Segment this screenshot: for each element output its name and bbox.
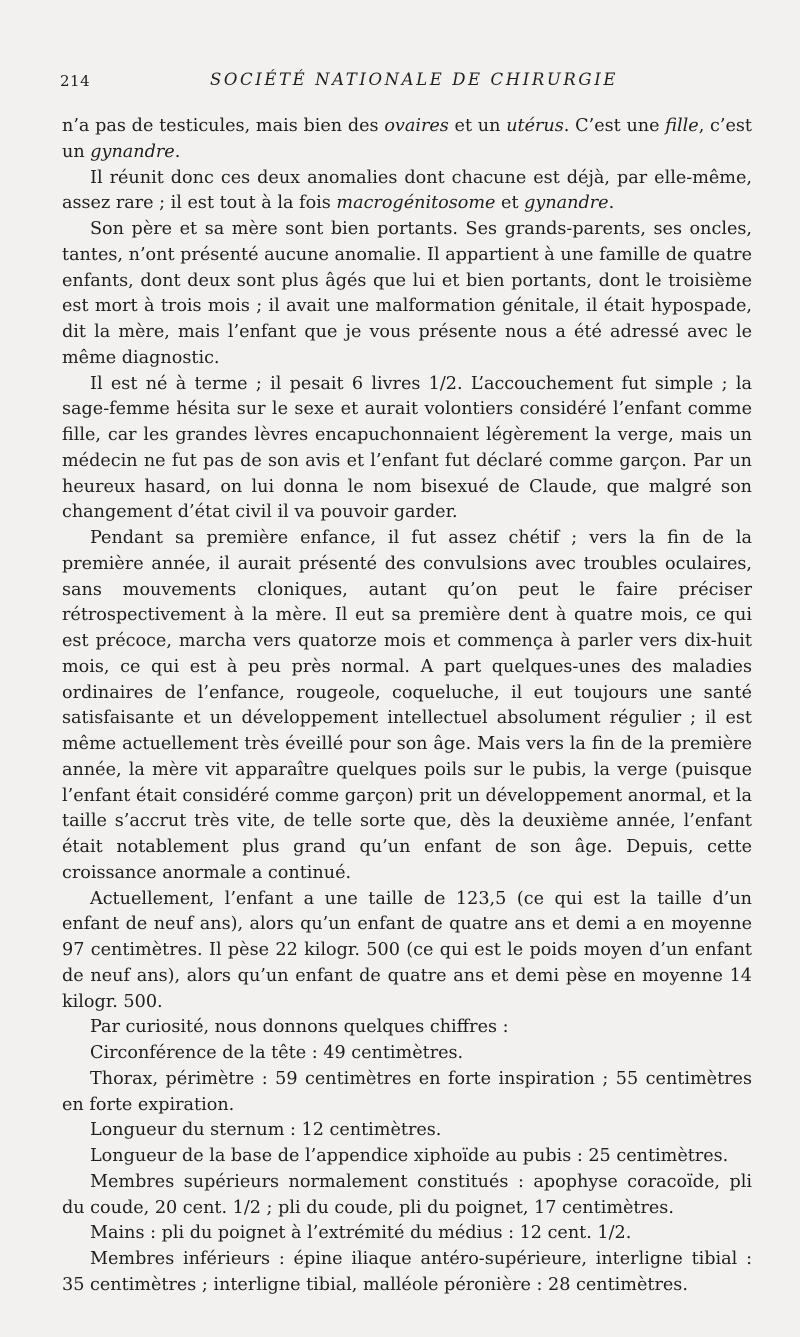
italic-term: gynandre xyxy=(524,193,609,214)
article-body xyxy=(62,114,752,1299)
paragraph xyxy=(62,1221,752,1247)
text-run: Longueur de la base de l’appendice xiphoïde au pubis : 25 centimètres. xyxy=(90,1146,729,1166)
text-run: Actuellement, l’enfant a une taille de 123,5 (ce qui est la taille d’un enfant de neuf ans), alors qu’un enfant de quatre ans et demi a en moyenne 97 centimètres. Il pèse 22 kilogr. 500 (ce qui est le poids moyen d’un enfant de neuf ans), alors qu’un enfant de quatre ans et demi pèse en moyenne 14 kilogr. 500. xyxy=(62,888,752,1012)
paragraph xyxy=(62,887,752,1016)
paragraph xyxy=(62,372,752,527)
paragraph xyxy=(62,1041,752,1067)
text-run: Son père et sa mère sont bien portants. Ses grands-parents, ses oncles, tantes, n’ont présenté aucune anomalie. Il appartient à une famille de quatre enfants, dont deux sont plus âgés que lui et bien portants, dont le troisième est mort à trois mois ; il avait une malformation génitale, il était hypospade, dit la mère, mais l’enfant que je vous présente nous a été adressé avec le même diagnostic. xyxy=(62,219,752,368)
paragraph xyxy=(62,1067,752,1119)
text-run: Mains : pli du poignet à l’extrémité du médius : 12 cent. 1/2. xyxy=(90,1223,632,1244)
paragraph xyxy=(62,1170,752,1222)
text-run: n’a pas de testicules, mais bien des xyxy=(62,116,385,136)
text-run: Membres supérieurs normalement constitués : apophyse coracoïde, pli du coude, 20 cent. 1/2 ; pli du coude, pli du poignet, 17 centimètres. xyxy=(62,1171,752,1218)
text-run: Longueur du sternum : 12 centimètres. xyxy=(90,1120,442,1141)
text-run: et un xyxy=(448,116,507,136)
italic-term: ovaires xyxy=(384,116,449,136)
text-run: Membres inférieurs : épine iliaque antéro-supérieure, interligne tibial : 35 centimètres ; interligne tibial, malléole péronière : 28 centimètres. xyxy=(62,1249,752,1295)
text-run: Pendant sa première enfance, il fut assez chétif ; vers la fin de la première année, il aurait présenté des convulsions avec troubles oculaires, sans mouvements cloniques, autant qu’on peut le faire préciser rétrospectivement à la mère. Il eut sa première dent à quatre mois, ce qui est précoce, marcha vers quatorze mois et commença à parler vers dix-huit mois, ce qui est à peu près normal. A part quelques-unes des maladies ordinaires de l’enfance, rougeole, coqueluche, il eut toujours une santé satisfaisante et un développement intellectuel absolument régulier ; il est même actuellement très éveillé pour son âge. Mais vers la fin de la première année, la mère vit apparaître quelques poils sur le pubis, la verge (puisque l’enfant était considéré comme garçon) prit un développement anormal, et la taille s’accrut très vite, de telle sorte que, dès la deuxième année, l’enfant était notablement plus grand qu’un enfant de son âge. Depuis, cette croissance anormale a continué. xyxy=(62,528,752,883)
paragraph xyxy=(62,114,752,166)
text-run: Par curiosité, nous donnons quelques chiffres : xyxy=(90,1017,509,1038)
italic-term: fille xyxy=(665,116,699,136)
paragraph xyxy=(62,217,752,372)
paragraph xyxy=(62,1118,752,1144)
paragraph xyxy=(62,1144,752,1170)
paragraph xyxy=(62,166,752,218)
page-header xyxy=(60,70,750,96)
text-run: . xyxy=(608,193,615,214)
text-run: . xyxy=(174,141,181,162)
text-run: , c’est un xyxy=(62,116,752,162)
text-run: . C’est une xyxy=(563,116,666,136)
text-run: Il est né à terme ; il pesait 6 livres 1/2. L’accouchement fut simple ; la sage-femme hésita sur le sexe et aurait volontiers considéré l’enfant comme fille, car les grandes lèvres encapuchonnaient légèrement la verge, mais un médecin ne fut pas de son avis et l’enfant fut déclaré comme garçon. Par un heureux hasard, on lui donna le nom bisexué de Claude, que malgré son changement d’état civil il va pouvoir garder. xyxy=(62,373,752,523)
text-run: et xyxy=(495,193,525,214)
paragraph xyxy=(62,526,752,887)
paragraph xyxy=(62,1015,752,1041)
page-number: 214 xyxy=(60,72,91,90)
italic-term: gynandre xyxy=(90,141,175,162)
italic-term: utérus xyxy=(506,116,564,136)
running-head: SOCIÉTÉ NATIONALE DE CHIRURGIE xyxy=(210,70,618,89)
paragraph xyxy=(62,1247,752,1299)
text-run: Il réunit donc ces deux anomalies dont chacune est déjà, par elle-même, assez rare ; il est tout à la fois xyxy=(62,167,752,214)
text-run: Circonférence de la tête : 49 centimètres. xyxy=(90,1043,464,1063)
italic-term: macrogénitosome xyxy=(336,193,496,214)
text-run: Thorax, périmètre : 59 centimètres en forte inspiration ; 55 centimètres en forte expiration. xyxy=(62,1068,752,1115)
